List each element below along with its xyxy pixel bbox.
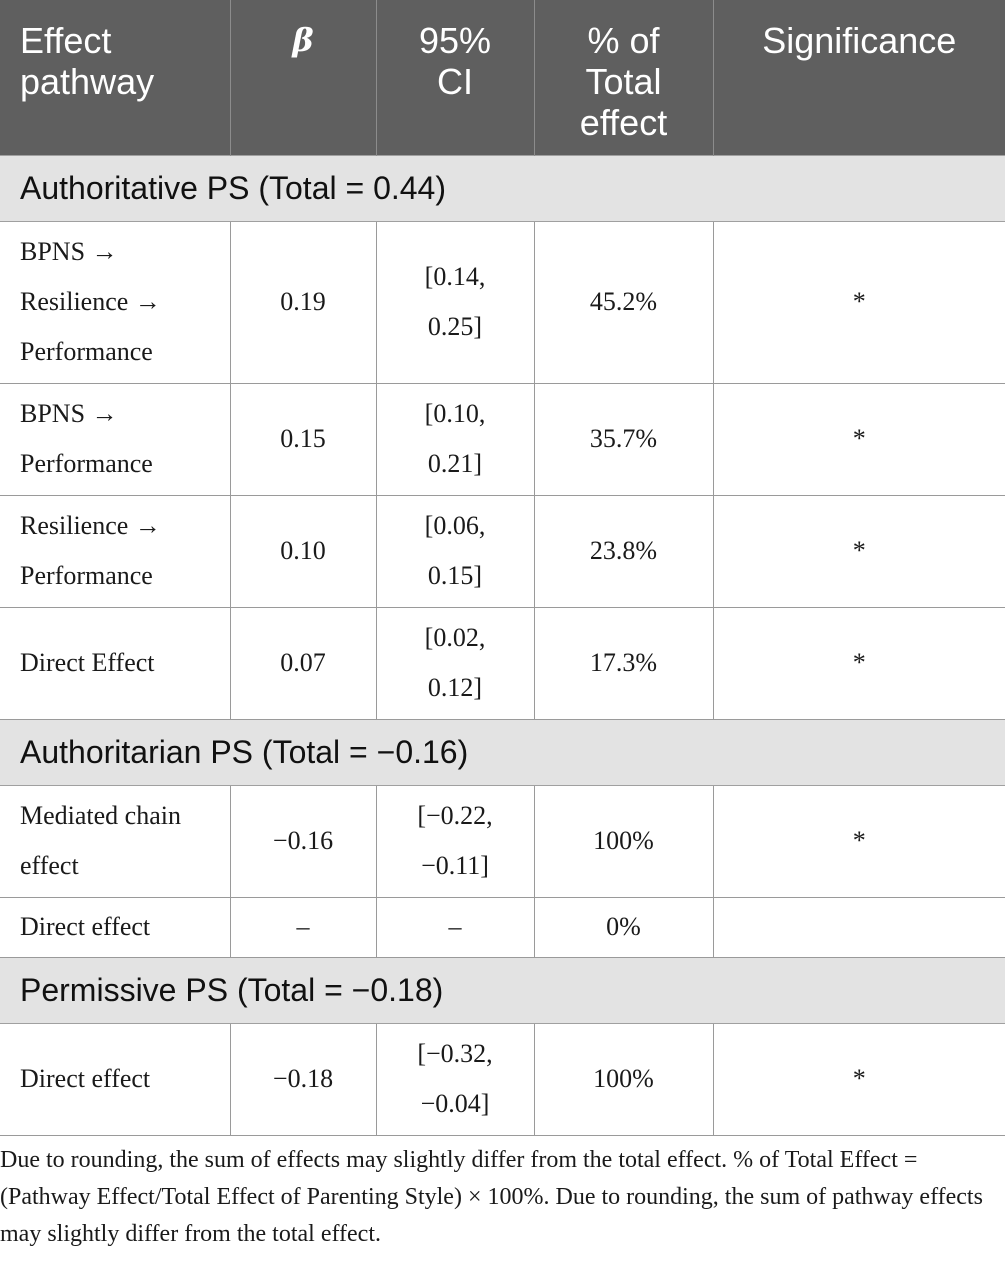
header-percent-line: Total: [585, 61, 662, 102]
section-title: Authoritative PS (Total = 0.44): [0, 155, 1005, 221]
section-header-row: [0, 719, 1005, 785]
ci-line: [−0.32,: [417, 1039, 493, 1068]
section-title: Authoritarian PS (Total = −0.16): [0, 719, 1005, 785]
ci-line: [0.02,: [424, 623, 486, 652]
cell-beta: –: [230, 897, 376, 957]
cell-effect-pathway: [0, 1023, 230, 1135]
cell-significance: *: [713, 221, 1005, 383]
table-body: [0, 155, 1005, 1135]
table-row: [0, 495, 1005, 607]
pathway-line: Resilience →: [20, 511, 161, 540]
cell-ci: [376, 1023, 534, 1135]
ci-line: [−0.22,: [417, 801, 493, 830]
cell-significance: *: [713, 383, 1005, 495]
header-ci: [376, 0, 534, 155]
cell-significance: *: [713, 1023, 1005, 1135]
header-percent-total: [534, 0, 713, 155]
ci-line: 0.12]: [427, 673, 483, 702]
cell-ci: [376, 383, 534, 495]
ci-line: 0.21]: [427, 449, 483, 478]
cell-effect-pathway: [0, 785, 230, 897]
cell-significance: *: [713, 607, 1005, 719]
cell-beta: 0.07: [230, 607, 376, 719]
table-row: [0, 897, 1005, 957]
cell-beta: 0.10: [230, 495, 376, 607]
ci-line: −0.04]: [420, 1089, 490, 1118]
cell-beta: −0.16: [230, 785, 376, 897]
header-row: [0, 0, 1005, 155]
pathway-line: Performance: [20, 449, 153, 478]
cell-effect-pathway: [0, 383, 230, 495]
ci-line: [0.06,: [424, 511, 486, 540]
ci-line: [0.10,: [424, 399, 486, 428]
cell-percent-total: 100%: [534, 785, 713, 897]
ci-line: 0.15]: [427, 561, 483, 590]
pathway-line: Mediated chain: [20, 801, 181, 830]
pathway-line: Performance: [20, 561, 153, 590]
cell-significance: *: [713, 785, 1005, 897]
section-header-row: [0, 155, 1005, 221]
ci-line: –: [448, 912, 462, 941]
cell-ci: [376, 785, 534, 897]
cell-ci: [376, 495, 534, 607]
ci-line: −0.11]: [421, 851, 489, 880]
cell-effect-pathway: [0, 607, 230, 719]
table-footnote: Due to rounding, the sum of effects may slightly differ from the total effect. % of Total Effect = (Pathway Effect/Total Effect of Parenting Style) × 100%. Due to rounding, the sum of pathway effects may slightly differ from the total effect.: [0, 1147, 983, 1247]
cell-beta: 0.19: [230, 221, 376, 383]
header-percent-line: % of: [587, 20, 660, 61]
table-row: [0, 1023, 1005, 1135]
header-ci-line: 95%: [418, 20, 492, 61]
pathway-line: Direct effect: [20, 912, 151, 941]
cell-percent-total: 100%: [534, 1023, 713, 1135]
cell-significance: [713, 897, 1005, 957]
pathway-line: BPNS →: [20, 237, 118, 266]
header-significance: Significance: [713, 0, 1005, 155]
header-percent-line: effect: [579, 102, 668, 143]
pathway-line: Direct effect: [20, 1064, 151, 1093]
header-effect-pathway-line: pathway: [20, 61, 155, 102]
cell-effect-pathway: [0, 221, 230, 383]
table-row: [0, 383, 1005, 495]
section-header-row: [0, 957, 1005, 1023]
header-effect-pathway-line: Effect: [20, 20, 112, 61]
table-row: [0, 221, 1005, 383]
ci-line: 0.25]: [427, 312, 483, 341]
table-row: [0, 785, 1005, 897]
cell-beta: −0.18: [230, 1023, 376, 1135]
pathway-line: Direct Effect: [20, 648, 155, 677]
ci-line: [0.14,: [424, 262, 486, 291]
header-ci-line: CI: [437, 61, 473, 102]
cell-percent-total: 35.7%: [534, 383, 713, 495]
table-row: [0, 607, 1005, 719]
cell-percent-total: 23.8%: [534, 495, 713, 607]
header-beta: β: [230, 0, 376, 155]
pathway-line: BPNS →: [20, 399, 118, 428]
cell-beta: 0.15: [230, 383, 376, 495]
cell-effect-pathway: [0, 495, 230, 607]
pathway-line: effect: [20, 851, 79, 880]
pathway-line: Resilience →: [20, 287, 161, 316]
section-title: Permissive PS (Total = −0.18): [0, 957, 1005, 1023]
cell-ci: [376, 897, 534, 957]
cell-effect-pathway: [0, 897, 230, 957]
cell-significance: *: [713, 495, 1005, 607]
cell-percent-total: 45.2%: [534, 221, 713, 383]
cell-ci: [376, 221, 534, 383]
header-effect-pathway: [0, 0, 230, 155]
cell-percent-total: 0%: [534, 897, 713, 957]
cell-ci: [376, 607, 534, 719]
cell-percent-total: 17.3%: [534, 607, 713, 719]
pathway-line: Performance: [20, 337, 153, 366]
